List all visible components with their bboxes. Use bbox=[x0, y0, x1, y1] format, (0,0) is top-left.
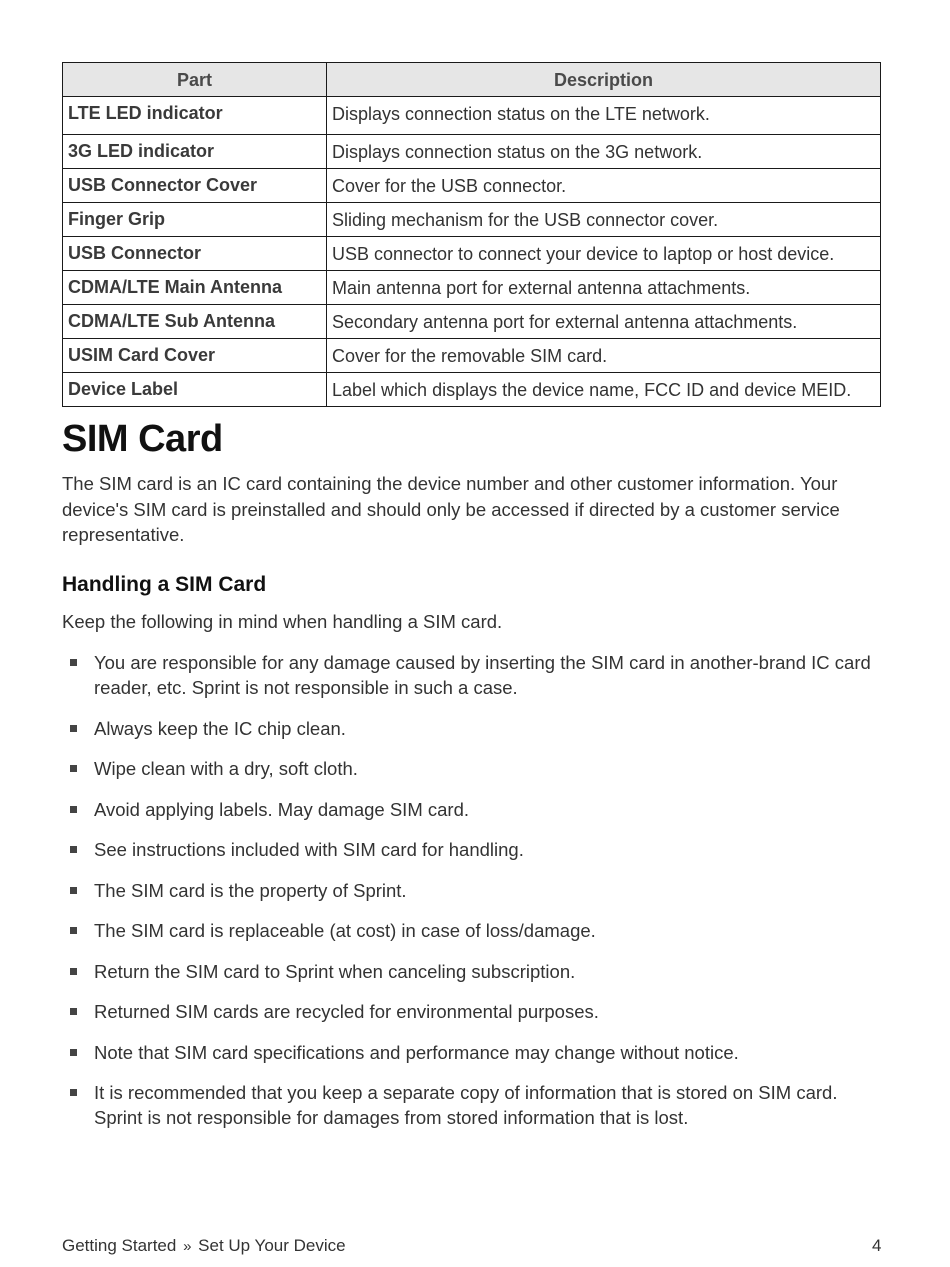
table-row bbox=[63, 135, 881, 169]
breadcrumb-separator-icon: » bbox=[183, 1238, 192, 1255]
part-description: Cover for the USB connector. bbox=[327, 169, 881, 203]
part-name: Finger Grip bbox=[63, 203, 327, 237]
table-row bbox=[63, 305, 881, 339]
bullet-square-icon bbox=[70, 927, 77, 934]
part-description: Displays connection status on the 3G network. bbox=[327, 135, 881, 169]
header-description: Description bbox=[327, 63, 881, 97]
part-description: Secondary antenna port for external antenna attachments. bbox=[327, 305, 881, 339]
bullet-square-icon bbox=[70, 1089, 77, 1096]
section-title: SIM Card bbox=[62, 418, 223, 460]
breadcrumb-section: Set Up Your Device bbox=[198, 1236, 346, 1255]
part-description: Main antenna port for external antenna attachments. bbox=[327, 271, 881, 305]
list-item-text: Return the SIM card to Sprint when canceling subscription. bbox=[94, 960, 576, 982]
list-item-text: It is recommended that you keep a separate copy of information that is stored on SIM card. Sprint is not responsible for damages from stored information that is lost. bbox=[94, 1082, 838, 1128]
table-header-row bbox=[63, 63, 881, 97]
list-item-text: See instructions included with SIM card for handling. bbox=[94, 839, 524, 860]
bullet-square-icon bbox=[70, 1008, 77, 1015]
list-item-text: Returned SIM cards are recycled for environmental purposes. bbox=[94, 1001, 599, 1022]
list-item bbox=[62, 756, 882, 781]
list-item bbox=[62, 959, 882, 984]
list-item bbox=[62, 1040, 882, 1065]
section-intro: The SIM card is an IC card containing the device number and other customer information. Your device's SIM card is preinstalled and should only be accessed if directed by a customer service representative. bbox=[62, 473, 840, 545]
header-part: Part bbox=[63, 63, 327, 97]
table-row bbox=[63, 97, 881, 135]
list-item-text: Wipe clean with a dry, soft cloth. bbox=[94, 758, 358, 779]
part-name: USB Connector bbox=[63, 237, 327, 271]
part-name: Device Label bbox=[63, 373, 327, 407]
list-item bbox=[62, 878, 882, 903]
part-description: Label which displays the device name, FCC ID and device MEID. bbox=[327, 373, 881, 407]
breadcrumb-chapter: Getting Started bbox=[62, 1236, 177, 1255]
table-row bbox=[63, 237, 881, 271]
bullet-square-icon bbox=[70, 806, 77, 813]
table-row bbox=[63, 203, 881, 237]
parts-table bbox=[62, 62, 881, 407]
part-name: USIM Card Cover bbox=[63, 339, 327, 373]
part-description: Cover for the removable SIM card. bbox=[327, 339, 881, 373]
bullet-square-icon bbox=[70, 725, 77, 732]
list-item-text: The SIM card is replaceable (at cost) in case of loss/damage. bbox=[94, 920, 596, 941]
subsection-title: Handling a SIM Card bbox=[62, 573, 267, 596]
list-item-text: The SIM card is the property of Sprint. bbox=[94, 879, 407, 901]
page-number: 4 bbox=[872, 1236, 882, 1255]
table-row bbox=[63, 373, 881, 407]
bullet-square-icon bbox=[70, 846, 77, 853]
list-item-text: Avoid applying labels. May damage SIM card. bbox=[94, 798, 469, 820]
part-name: LTE LED indicator bbox=[63, 97, 327, 135]
list-item bbox=[62, 837, 882, 862]
part-name: USB Connector Cover bbox=[63, 169, 327, 203]
part-description: USB connector to connect your device to laptop or host device. bbox=[327, 237, 881, 271]
table-row bbox=[63, 271, 881, 305]
part-name: CDMA/LTE Sub Antenna bbox=[63, 305, 327, 339]
part-description: Sliding mechanism for the USB connector cover. bbox=[327, 203, 881, 237]
list-item bbox=[62, 918, 882, 943]
list-item bbox=[62, 999, 882, 1024]
bullet-square-icon bbox=[70, 1049, 77, 1056]
bullet-square-icon bbox=[70, 968, 77, 975]
part-description: Displays connection status on the LTE network. bbox=[327, 97, 881, 135]
subsection-lead: Keep the following in mind when handling a SIM card. bbox=[62, 611, 503, 632]
list-item-text: Note that SIM card specifications and performance may change without notice. bbox=[94, 1041, 739, 1063]
table-row bbox=[63, 169, 881, 203]
bullet-square-icon bbox=[70, 659, 77, 666]
list-item bbox=[62, 1080, 882, 1130]
list-item-text: You are responsible for any damage caused by inserting the SIM card in another-brand IC card reader, etc. Sprint is not responsible in such a case. bbox=[94, 652, 871, 698]
part-name: 3G LED indicator bbox=[63, 135, 327, 169]
list-item bbox=[62, 650, 882, 700]
bullet-square-icon bbox=[70, 765, 77, 772]
part-name: CDMA/LTE Main Antenna bbox=[63, 271, 327, 305]
list-item bbox=[62, 797, 882, 822]
footer-breadcrumb bbox=[62, 1236, 346, 1256]
bullet-square-icon bbox=[70, 887, 77, 894]
list-item-text: Always keep the IC chip clean. bbox=[94, 717, 346, 739]
list-item bbox=[62, 716, 882, 741]
handling-bullet-list bbox=[62, 650, 882, 1146]
table-row bbox=[63, 339, 881, 373]
